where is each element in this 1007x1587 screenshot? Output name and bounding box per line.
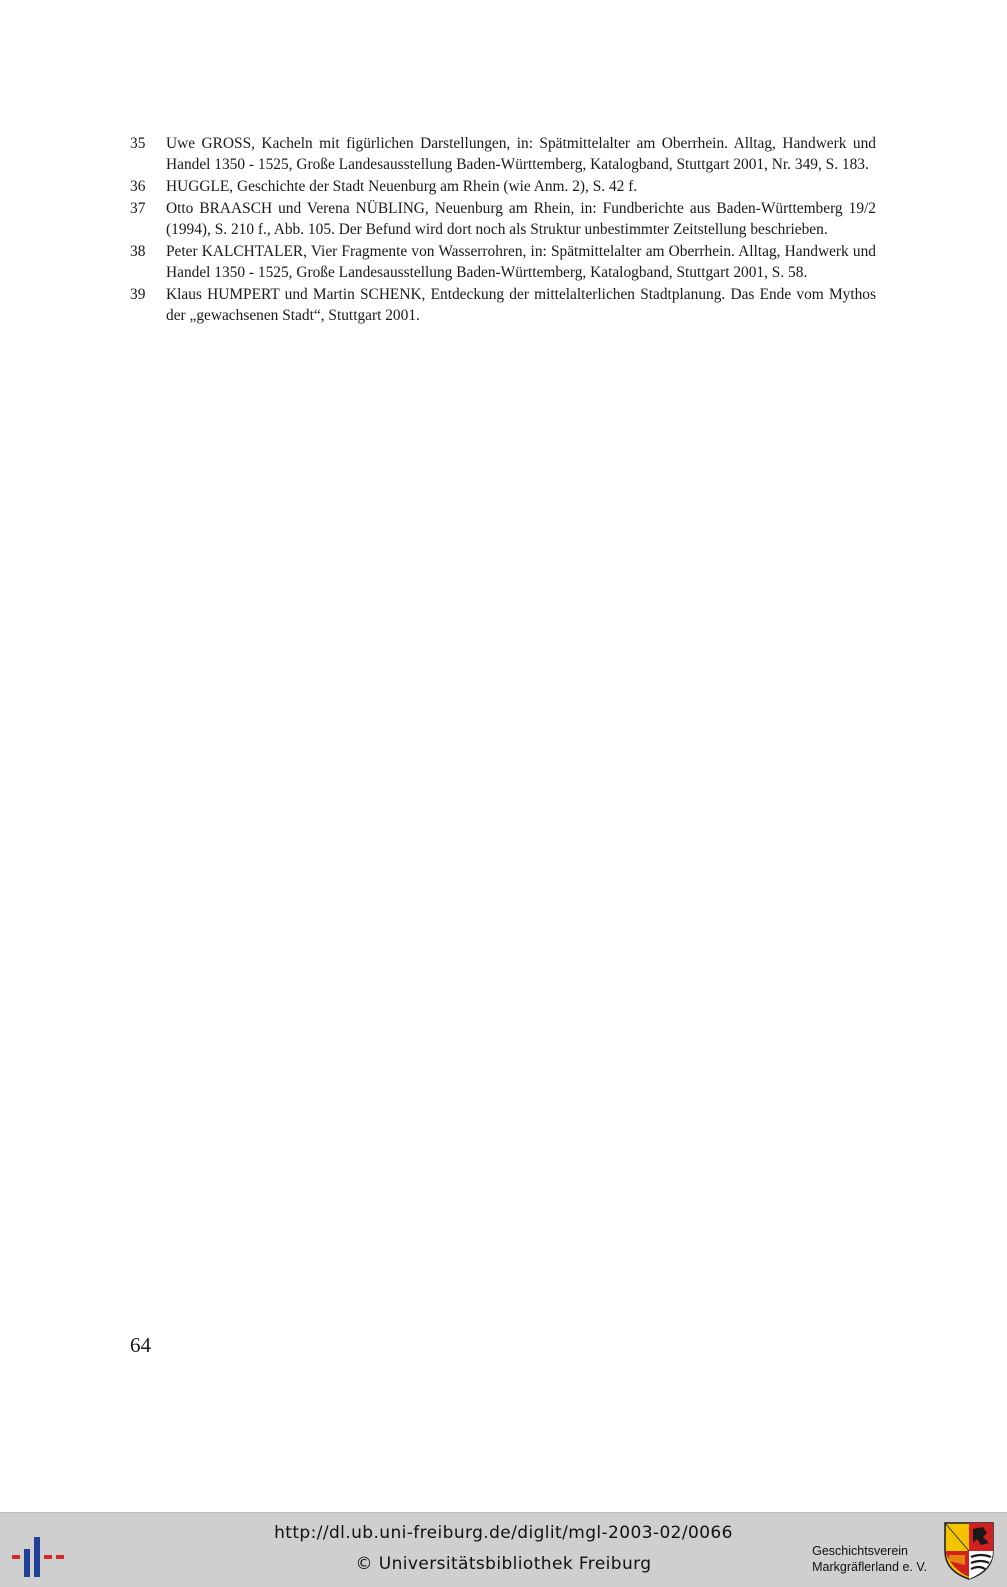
society-name-line-1: Geschichtsverein xyxy=(812,1544,908,1558)
footnote-number: 37 xyxy=(130,199,146,217)
footnote-list xyxy=(130,133,876,327)
society-name-line-2: Markgräflerland e. V. xyxy=(812,1560,927,1574)
footnote-number: 38 xyxy=(130,242,146,260)
footnote-text: Peter KALCHTALER, Vier Fragmente von Wasserrohren, in: Spätmittelalter am Oberrhein. Alltag, Handwerk und Handel 1350 - 1525, Große Landesausstellung Baden-Württemberg, Katalogband, Stuttgart 2001, S. 58. xyxy=(166,242,876,281)
copyright-text: © Universitätsbibliothek Freiburg xyxy=(355,1554,652,1574)
footnote-text: Klaus HUMPERT und Martin SCHENK, Entdeckung der mittelalterlichen Stadtplanung. Das Ende vom Mythos der „gewachsenen Stadt“, Stuttgart 2001. xyxy=(166,285,876,324)
footnote-text: Uwe GROSS, Kacheln mit figürlichen Darstellungen, in: Spätmittelalter am Oberrhein. Alltag, Handwerk und Handel 1350 - 1525, Große Landesausstellung Baden-Württemberg, Katalogband, Stuttgart 2001, Nr. 349, S. 183. xyxy=(166,135,876,174)
society-name[interactable] xyxy=(812,1543,927,1575)
footnote xyxy=(130,284,876,326)
footnote-text: HUGGLE, Geschichte der Stadt Neuenburg am Rhein (wie Anm. 2), S. 42 f. xyxy=(166,178,638,195)
footnote xyxy=(130,133,876,175)
footnote xyxy=(130,198,876,240)
footnote-number: 36 xyxy=(130,178,146,195)
document-url-link[interactable]: http://dl.ub.uni-freiburg.de/diglit/mgl-2003-02/0066 xyxy=(274,1523,733,1543)
footnote xyxy=(130,176,876,197)
footnote-number: 39 xyxy=(130,285,146,303)
page-number: 64 xyxy=(130,1333,151,1357)
coat-of-arms-icon[interactable] xyxy=(943,1521,995,1581)
footnote-number: 35 xyxy=(130,135,146,152)
footnote-text: Otto BRAASCH und Verena NÜBLING, Neuenburg am Rhein, in: Fundberichte aus Baden-Württemberg 19/2 (1994), S. 210 f., Abb. 105. Der Befund wird dort noch als Struktur unbestimmter Zeitstellung beschrieben. xyxy=(166,199,876,238)
footnote xyxy=(130,241,876,283)
viewer-footer xyxy=(0,1512,1007,1587)
